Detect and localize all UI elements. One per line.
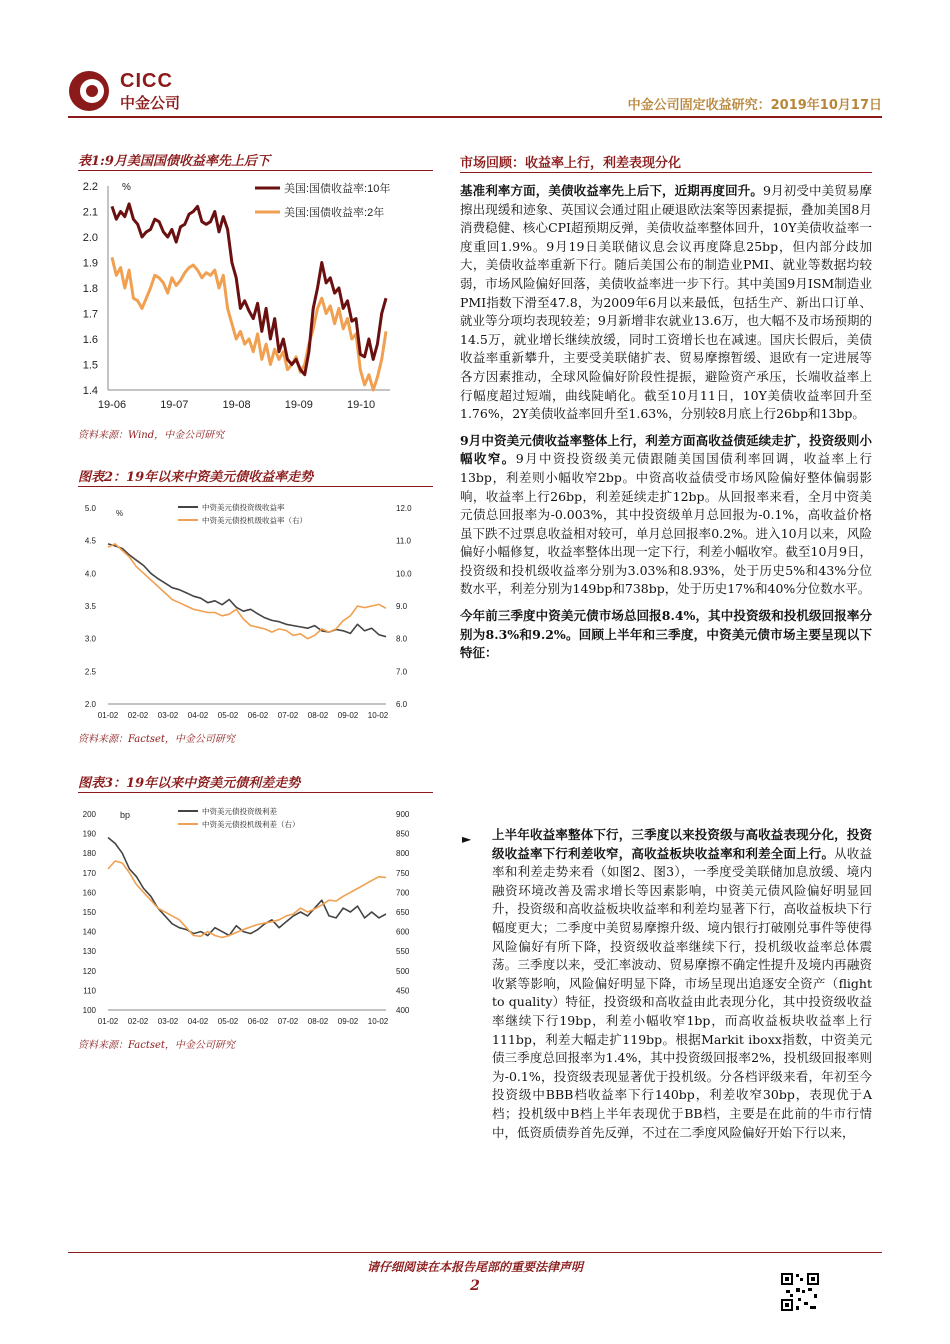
chart3-series-line	[108, 861, 386, 938]
body-text	[460, 182, 872, 671]
chart3-y-left-tick: 160	[82, 888, 96, 898]
chart3-x-tick: 01-02	[97, 1017, 119, 1026]
paragraph-2	[460, 432, 872, 599]
chart1-x-tick: 19-08	[222, 399, 251, 411]
chart3-y-left-tick: 110	[83, 986, 96, 996]
chart3-y-right-tick: 450	[396, 986, 410, 996]
header-divider	[68, 116, 882, 118]
chart1-x-tick: 19-09	[284, 399, 313, 411]
bullet-1-lead: 上半年收益率整体下行，三季度以来投资级与高收益表现分化，投资级收益率下行利差收窄，高收益板块收益率和利差全面上行。	[492, 827, 872, 861]
chart1	[70, 174, 440, 416]
chart2-y-right-tick: 10.0	[396, 569, 412, 579]
paragraph-3	[460, 607, 872, 663]
chart3-y-right-tick: 500	[396, 966, 410, 976]
report-title: 中金公司固定收益研究：2019年10月17日	[627, 98, 882, 113]
chart3-y-right-tick: 850	[396, 829, 410, 839]
chart2-x-tick: 05-02	[217, 711, 239, 720]
chart3-y-right-tick: 800	[396, 849, 410, 859]
chart1-y-tick: 2.2	[82, 181, 98, 193]
legend-label-ig-spread: 中资美元债投资级利差	[202, 807, 277, 816]
chart3-y-right-tick: 750	[396, 868, 410, 878]
chart2-y-left-tick: 4.5	[84, 536, 96, 546]
chart1-y-tick: 1.4	[82, 385, 98, 397]
chart2-x-tick: 08-02	[307, 711, 329, 720]
brand-cn: 中金公司	[120, 94, 181, 112]
chart3-y-left-tick: 190	[82, 829, 96, 839]
chart3-caption: 图表3：19年以来中资美元债利差走势	[78, 776, 301, 791]
chart3-x-tick: 06-02	[247, 1017, 269, 1026]
chart1-unit: %	[122, 182, 131, 193]
paragraph-1-text: 9月初受中美贸易摩擦出现缓和迹象、英国议会通过阻止硬退欧法案等因素提振，叠加美国8月消费稳健、核心CPI超预期反弹，美债收益率整体回升，10Y美债收益率一度重回1.9%。9月19日美联储议息会议再度降息25bp，但内部分歧加大，美债收益率重新下行。随后美国公布的制造业PMI、就业等数据均较弱，市场风险偏好回落，美债收益率进一步下行。其中美国9月ISM制造业PMI指数下滑至47.8，为2009年6月以来最低，包括生产、新出口订单、就业等分项均表现较差；9月新增非农就业13.6万，也大幅不及市场预期的14.5万，就业增长继续放缓，同时工资增长也在减速。国庆长假后，美债收益率重新攀升，主要受美联储扩表、贸易摩擦暂缓、退欧有一定进展等各方因素推动，全球风险偏好阶段性提振，避险资产承压，长端收益率上行幅度超过短端，曲线陡峭化。截至10月11日，10Y美债收益率回升至1.76%，2Y美债收益率回升至1.63%，分别较8月底上行26bp和13bp。	[460, 183, 872, 422]
chart3-y-right-tick: 550	[396, 947, 410, 957]
section-title: 市场回顾：收益率上行，利差表现分化	[460, 156, 682, 171]
legend-label-ig-yield: 中资美元债投资级收益率	[202, 503, 285, 512]
chart2-x-tick: 06-02	[247, 711, 269, 720]
chart2-y-left-tick: 3.0	[84, 634, 96, 644]
chart2-caption-line	[78, 486, 433, 487]
cicc-logo-icon	[68, 70, 110, 112]
chart3-y-left-tick: 130	[82, 947, 96, 957]
chart3-y-right-tick: 900	[396, 810, 410, 819]
chart1-x-tick: 19-07	[160, 399, 189, 411]
chart3-y-left-tick: 150	[82, 908, 96, 917]
page-number: 2	[470, 1278, 480, 1294]
chart1-y-tick: 1.8	[82, 283, 98, 295]
chart2-y-left-tick: 4.0	[84, 569, 96, 579]
chart2-y-right-tick: 8.0	[396, 634, 408, 644]
chart1-caption: 表1:9月美国国债收益率先上后下	[78, 154, 270, 169]
footer-disclaimer: 请仔细阅读在本报告尾部的重要法律声明	[366, 1260, 583, 1274]
chart3-x-tick: 03-02	[157, 1017, 179, 1026]
chart3-y-left-tick: 100	[82, 1006, 96, 1015]
chart3-y-left-tick: 140	[82, 927, 96, 937]
paragraph-3-lead: 今年前三季度中资美元债市场总回报8.4%，其中投资级和投机级回报率分别为8.3%和9.2%。回顾上半年和三季度，中资美元债市场主要呈现以下特征：	[460, 608, 872, 661]
bullet-arrow-icon: ►	[462, 832, 472, 846]
chart3-x-tick: 05-02	[217, 1017, 239, 1026]
chart3-y-left-tick: 200	[82, 810, 96, 819]
chart1-y-tick: 1.6	[82, 334, 98, 346]
paragraph-2-lead: 9月中资美元债收益率整体上行，利差方面高收益债延续走扩，投资级则小幅收窄。	[460, 432, 872, 467]
chart3-x-tick: 02-02	[127, 1017, 149, 1026]
legend-label-hy-spread: 中资美元债投机级利差（右）	[202, 820, 300, 829]
brand-en: CICC	[120, 70, 173, 92]
chart1-y-tick: 2.1	[82, 206, 98, 219]
chart2-x-tick: 09-02	[337, 711, 359, 720]
chart1-y-tick: 1.9	[82, 257, 98, 270]
chart2-x-tick: 03-02	[157, 711, 179, 720]
chart3-x-tick: 08-02	[307, 1017, 329, 1026]
bullet-1	[492, 826, 872, 1150]
chart3	[70, 800, 440, 1032]
chart3-x-tick: 04-02	[187, 1017, 209, 1026]
paragraph-1	[460, 182, 872, 424]
chart2	[70, 494, 440, 726]
chart3-y-left-tick: 170	[82, 868, 96, 878]
chart3-source: 资料来源：Factset，中金公司研究	[78, 1040, 235, 1051]
legend-label-2y: 美国:国债收益率:2年	[284, 207, 385, 219]
chart3-x-tick: 09-02	[337, 1017, 359, 1026]
chart1-source: 资料来源：Wind，中金公司研究	[78, 430, 225, 441]
chart2-y-right-tick: 6.0	[396, 700, 408, 709]
footer-divider	[68, 1252, 882, 1253]
chart3-y-right-tick: 650	[396, 908, 410, 917]
chart2-y-right-tick: 12.0	[396, 504, 412, 513]
chart3-unit: bp	[120, 810, 131, 820]
chart1-x-tick: 19-06	[97, 399, 127, 411]
chart1-x-tick: 19-10	[347, 399, 376, 411]
chart2-y-right-tick: 7.0	[396, 667, 408, 677]
legend-label-hy-yield: 中资美元债投机级收益率（右）	[202, 516, 307, 525]
chart3-y-left-tick: 120	[82, 966, 96, 976]
chart3-y-right-tick: 400	[396, 1006, 410, 1015]
chart2-y-right-tick: 9.0	[396, 602, 408, 611]
paragraph-2-text: 9月中资投资级美元债跟随美国国债利率回调，收益率上行13bp，利差则小幅收窄2bp。中资高收益债受市场风险偏好整体偏弱影响，收益率上行26bp，利差延续走扩12bp。从回报率来看，全月中资美元债总回报率为-0.003%，其中投资级单月总回报为-0.1%，高收益价格虽下跌不过票息收益相对较可，单月总回报率0.2%。进入10月以来，风险偏好小幅修复，收益率整体出现一定下行，利差小幅收窄。截至10月9日，投资级和投机级收益率分别为3.03%和8.93%，处于历史5%和43%分位数水平，利差分别为149bp和738bp，处于历史17%和40%分位数水平。	[460, 451, 872, 597]
chart2-x-tick: 07-02	[277, 711, 299, 720]
chart3-y-left-tick: 180	[82, 849, 96, 859]
chart3-series-line	[108, 838, 386, 936]
chart3-y-right-tick: 700	[396, 888, 410, 898]
legend-label-10y: 美国:国债收益率:10年	[284, 183, 391, 195]
chart2-caption: 图表2：19年以来中资美元债收益率走势	[78, 470, 314, 485]
chart3-x-tick: 07-02	[277, 1017, 299, 1026]
chart1-y-tick: 2.0	[82, 232, 98, 244]
chart1-caption-line	[78, 170, 433, 171]
qr-code-icon	[780, 1272, 820, 1312]
chart1-y-tick: 1.5	[82, 359, 98, 372]
chart2-unit: %	[116, 509, 124, 518]
chart2-x-tick: 04-02	[187, 711, 209, 720]
chart2-series-line	[108, 544, 386, 639]
chart3-caption-line	[78, 792, 433, 793]
chart2-x-tick: 02-02	[127, 711, 149, 720]
paragraph-1-lead: 基准利率方面，美债收益率先上后下，近期再度回升。	[460, 183, 764, 198]
chart2-y-left-tick: 3.5	[84, 602, 96, 611]
chart2-x-tick: 10-02	[367, 711, 389, 720]
chart3-y-right-tick: 600	[396, 927, 410, 937]
bullet-1-text: 从收益率和利差走势来看（如图2、图3），一季度受美联储加息放缓、境内融资环境改善及需求增长等因素影响，中资美元债风险偏好明显回升，投资级和高收益板块收益率和利差均显著下行，高收益板块下行幅度更大；二季度中美贸易摩擦升级、境内银行打破刚兑事件等使得风险偏好有所下降，投资级收益率继续下行，投机级收益率总体震荡。三季度以来，受汇率波动、贸易摩擦不确定性提升及境内再融资收紧等影响，风险偏好明显下降，市场呈现出追逐安全资产（flight to quality）特征，投资级和高收益由此表现分化，其中投资级收益率继续下行19bp，利差小幅收窄1bp，而高收益板块收益率上行111bp，利差大幅走扩119bp。根据Markit iboxx指数，中资美元债三季度总回报率为1.4%，其中投资级回报率2%，投机级回报率则为-0.1%，投资级表现显著优于投机级。分各档评级来看，年初至今投资级中BBB档收益率下行140bp，利差收窄30bp，表现优于A档；投机级中B档上半年表现优于BB档，主要是在此前的牛市行情中，低资质债券首先反弹，不过在二季度风险偏好开始下行以来，	[492, 845, 872, 1140]
chart2-y-left-tick: 2.5	[84, 667, 96, 677]
chart1-y-tick: 1.7	[82, 308, 98, 321]
chart2-y-right-tick: 11.0	[396, 536, 411, 546]
chart2-y-left-tick: 5.0	[84, 504, 96, 513]
chart2-x-tick: 01-02	[97, 711, 119, 720]
chart3-x-tick: 10-02	[367, 1017, 389, 1026]
section-title-line	[460, 172, 872, 173]
chart2-y-left-tick: 2.0	[84, 700, 96, 709]
chart2-source: 资料来源：Factset，中金公司研究	[78, 734, 235, 745]
